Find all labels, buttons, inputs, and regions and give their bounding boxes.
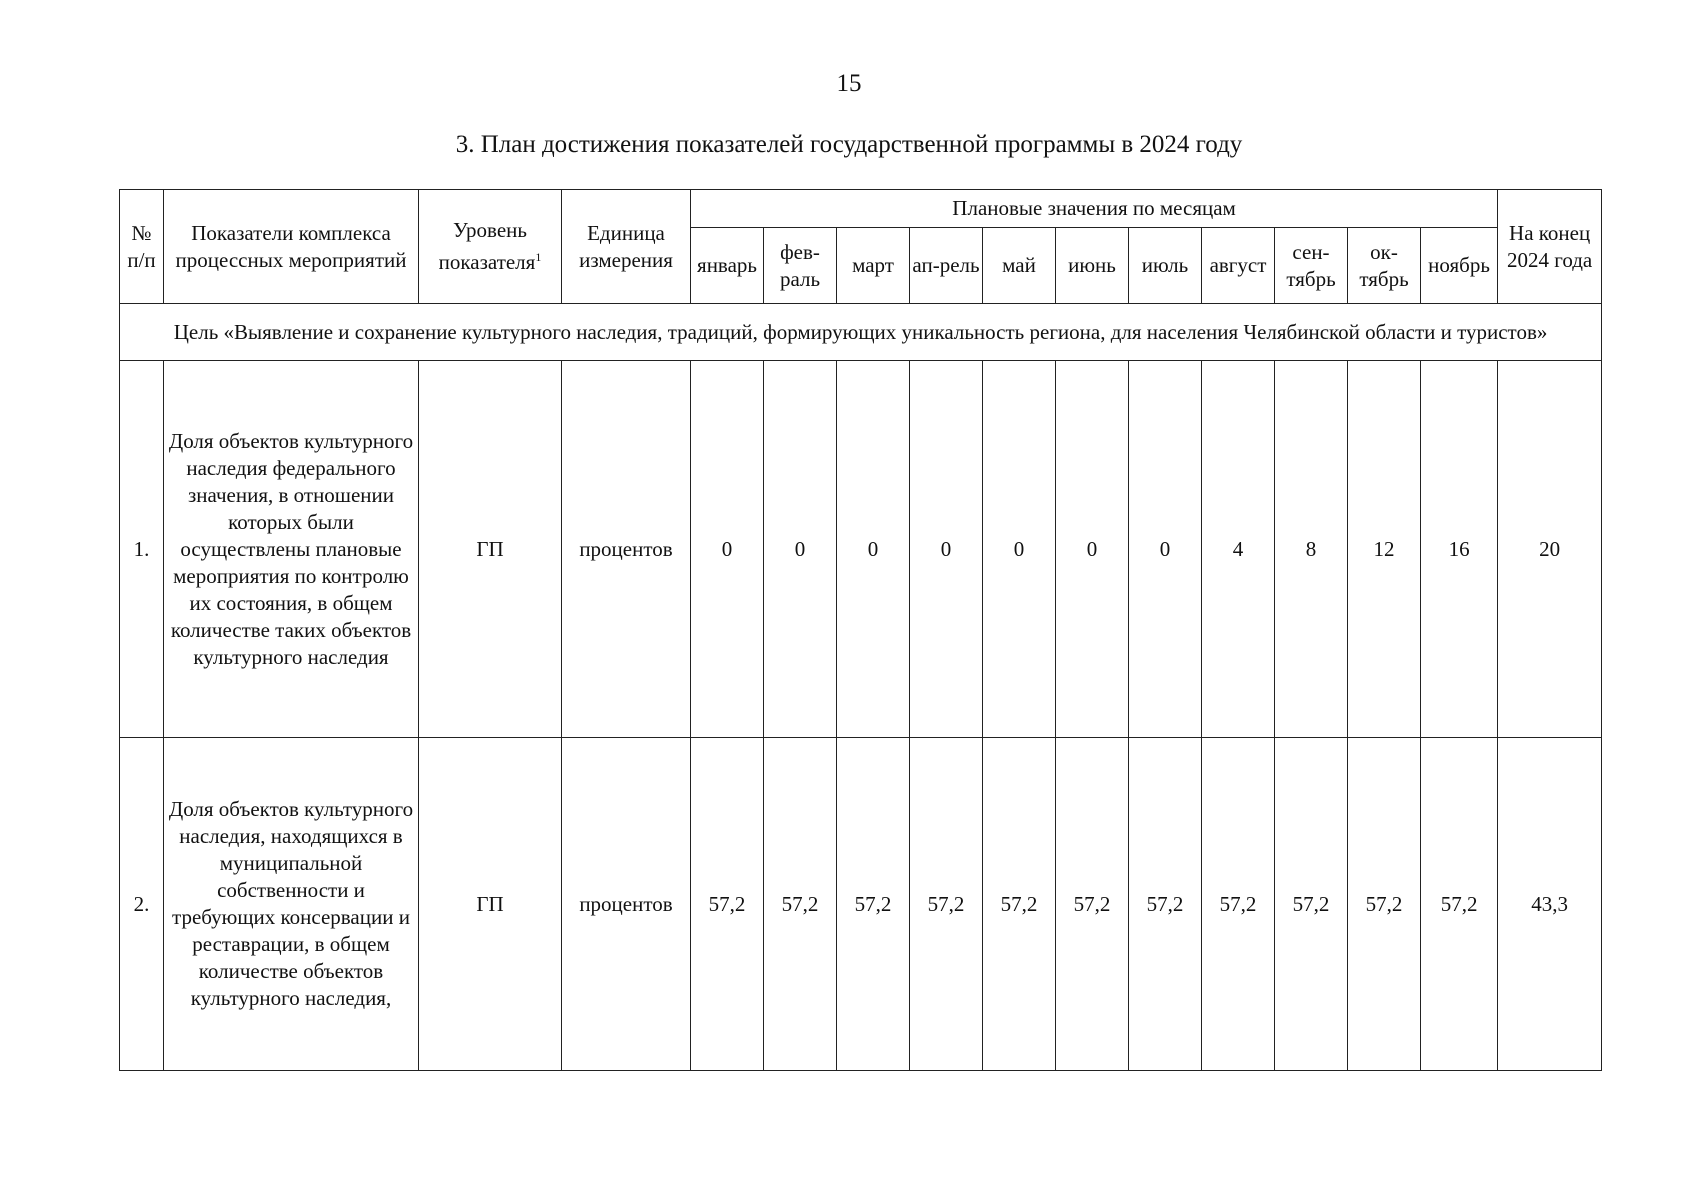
month-value: 57,2 [1129, 738, 1202, 1071]
indicator-name: Доля объектов культурного наследия федерального значения, в отношении которых были осуществлены плановые мероприятия по контролю их состояния, в общем количестве таких объектов культурного наследия [164, 361, 419, 738]
footnote-mark: 1 [535, 250, 542, 264]
col-header-end-year: На конец 2024 года [1498, 190, 1602, 304]
col-header-plan-group: Плановые значения по месяцам [691, 190, 1498, 228]
month-value: 0 [983, 361, 1056, 738]
month-value: 57,2 [1202, 738, 1275, 1071]
month-header: июль [1129, 228, 1202, 304]
row-number: 2. [120, 738, 164, 1071]
indicator-name: Доля объектов культурного наследия, находящихся в муниципальной собственности и требующих консервации и реставрации, в общем количестве объектов культурного наследия, [164, 738, 419, 1071]
month-value: 57,2 [837, 738, 910, 1071]
month-value: 12 [1348, 361, 1421, 738]
end-year-value: 20 [1498, 361, 1602, 738]
month-value: 0 [910, 361, 983, 738]
indicator-unit: процентов [562, 361, 691, 738]
month-header: ок-тябрь [1348, 228, 1421, 304]
month-header: фев-раль [764, 228, 837, 304]
document-title: 3. План достижения показателей государственной программы в 2024 году [455, 131, 1243, 158]
month-header: март [837, 228, 910, 304]
month-header: сен-тябрь [1275, 228, 1348, 304]
month-header: ап-рель [910, 228, 983, 304]
col-header-indicator: Показатели комплекса процессных мероприятий [164, 190, 419, 304]
month-header: январь [691, 228, 764, 304]
indicators-plan-table [119, 189, 1602, 1071]
table-row [120, 738, 1602, 1071]
month-header: август [1202, 228, 1275, 304]
month-value: 0 [764, 361, 837, 738]
month-value: 57,2 [1275, 738, 1348, 1071]
month-value: 4 [1202, 361, 1275, 738]
indicator-unit: процентов [562, 738, 691, 1071]
month-value: 57,2 [1056, 738, 1129, 1071]
col-header-level [419, 190, 562, 304]
table-row [120, 361, 1602, 738]
month-value: 0 [691, 361, 764, 738]
month-header: май [983, 228, 1056, 304]
end-year-value: 43,3 [1498, 738, 1602, 1071]
col-header-unit: Единица измерения [562, 190, 691, 304]
indicator-level: ГП [419, 361, 562, 738]
goal-row [120, 304, 1602, 361]
month-value: 57,2 [691, 738, 764, 1071]
col-header-num: № п/п [120, 190, 164, 304]
month-value: 57,2 [910, 738, 983, 1071]
goal-text: Цель «Выявление и сохранение культурного наследия, традиций, формирующих уникальность региона, для населения Челябинской области и туристов» [120, 304, 1602, 361]
month-header: ноябрь [1421, 228, 1498, 304]
page-number: 15 [836, 70, 862, 97]
header-row-top [120, 190, 1602, 228]
col-header-level-text: Уровень показателя [438, 218, 536, 274]
month-header: июнь [1056, 228, 1129, 304]
row-number: 1. [120, 361, 164, 738]
indicator-level: ГП [419, 738, 562, 1071]
month-value: 57,2 [1421, 738, 1498, 1071]
month-value: 16 [1421, 361, 1498, 738]
month-value: 0 [1056, 361, 1129, 738]
month-value: 0 [837, 361, 910, 738]
month-value: 57,2 [983, 738, 1056, 1071]
month-value: 57,2 [764, 738, 837, 1071]
month-value: 8 [1275, 361, 1348, 738]
month-value: 57,2 [1348, 738, 1421, 1071]
month-value: 0 [1129, 361, 1202, 738]
